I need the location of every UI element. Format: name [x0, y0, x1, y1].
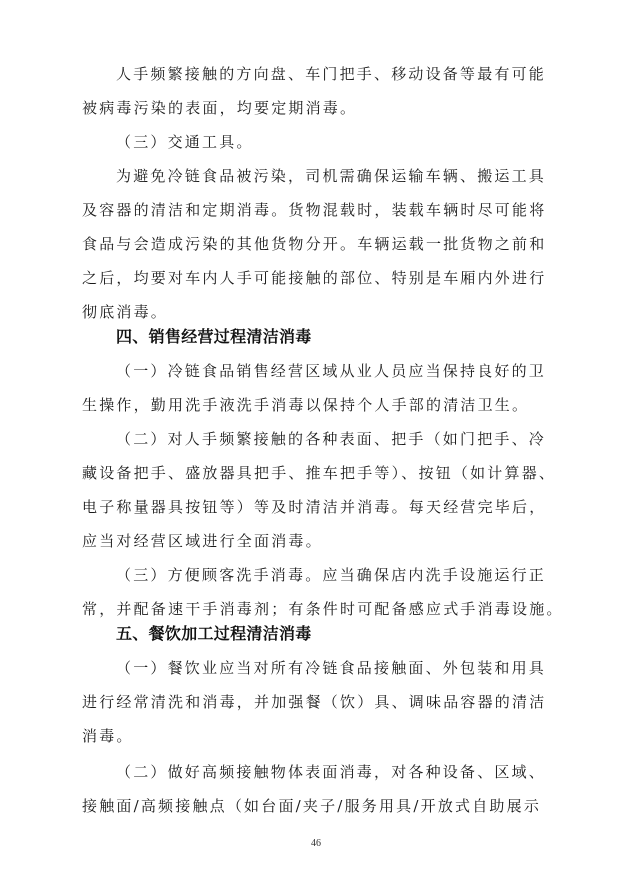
paragraph-line: 之后，均要对车内人手可能接触的部位、特别是车厢内外进行	[82, 269, 547, 287]
paragraph-line: （二）做好高频接触物体表面消毒，对各种设备、区域、	[116, 763, 547, 781]
paragraph-line: （二）对人手频繁接触的各种表面、把手（如门把手、冷	[116, 430, 547, 448]
section-heading-5: 五、餐饮加工过程清洁消毒	[116, 624, 312, 643]
paragraph-line: 电子称量器具按钮等）等及时清洁并消毒。每天经营完毕后，	[82, 498, 547, 516]
paragraph-line: 被病毒污染的表面，均要定期消毒。	[82, 99, 358, 117]
paragraph-line: 及容器的清洁和定期消毒。货物混载时，装载车辆时尽可能将	[82, 201, 547, 219]
section-heading-4: 四、销售经营过程清洁消毒	[116, 327, 312, 346]
paragraph-line: 应当对经营区域进行全面消毒。	[82, 532, 323, 550]
paragraph-line: 常，并配备速干手消毒剂；有条件时可配备感应式手消毒设施。	[82, 600, 564, 618]
paragraph-line: 接触面/高频接触点（如台面/夹子/服务用具/开放式自助展示	[82, 797, 542, 815]
paragraph-line: 人手频繁接触的方向盘、车门把手、移动设备等最有可能	[116, 65, 547, 83]
subsection-title: （三）交通工具。	[116, 133, 254, 151]
paragraph-line: 生操作，勤用洗手液洗手消毒以保持个人手部的清洁卫生。	[82, 396, 530, 414]
paragraph-line: 食品与会造成污染的其他货物分开。车辆运载一批货物之前和	[82, 235, 547, 253]
paragraph-line: （一）餐饮业应当对所有冷链食品接触面、外包装和用具	[116, 659, 547, 677]
paragraph-line: （三）方便顾客洗手消毒。应当确保店内洗手设施运行正	[116, 566, 547, 584]
paragraph-line: 进行经常清洗和消毒，并加强餐（饮）具、调味品容器的清洁	[82, 693, 547, 711]
paragraph-line: 消毒。	[82, 727, 134, 745]
paragraph-line: 彻底消毒。	[82, 303, 169, 321]
page-number: 46	[311, 838, 321, 849]
paragraph-line: 为避免冷链食品被污染，司机需确保运输车辆、搬运工具	[116, 167, 547, 185]
paragraph-line: （一）冷链食品销售经营区域从业人员应当保持良好的卫	[116, 362, 547, 380]
paragraph-line: 藏设备把手、盛放器具把手、推车把手等）、按钮（如计算器、	[82, 464, 557, 482]
